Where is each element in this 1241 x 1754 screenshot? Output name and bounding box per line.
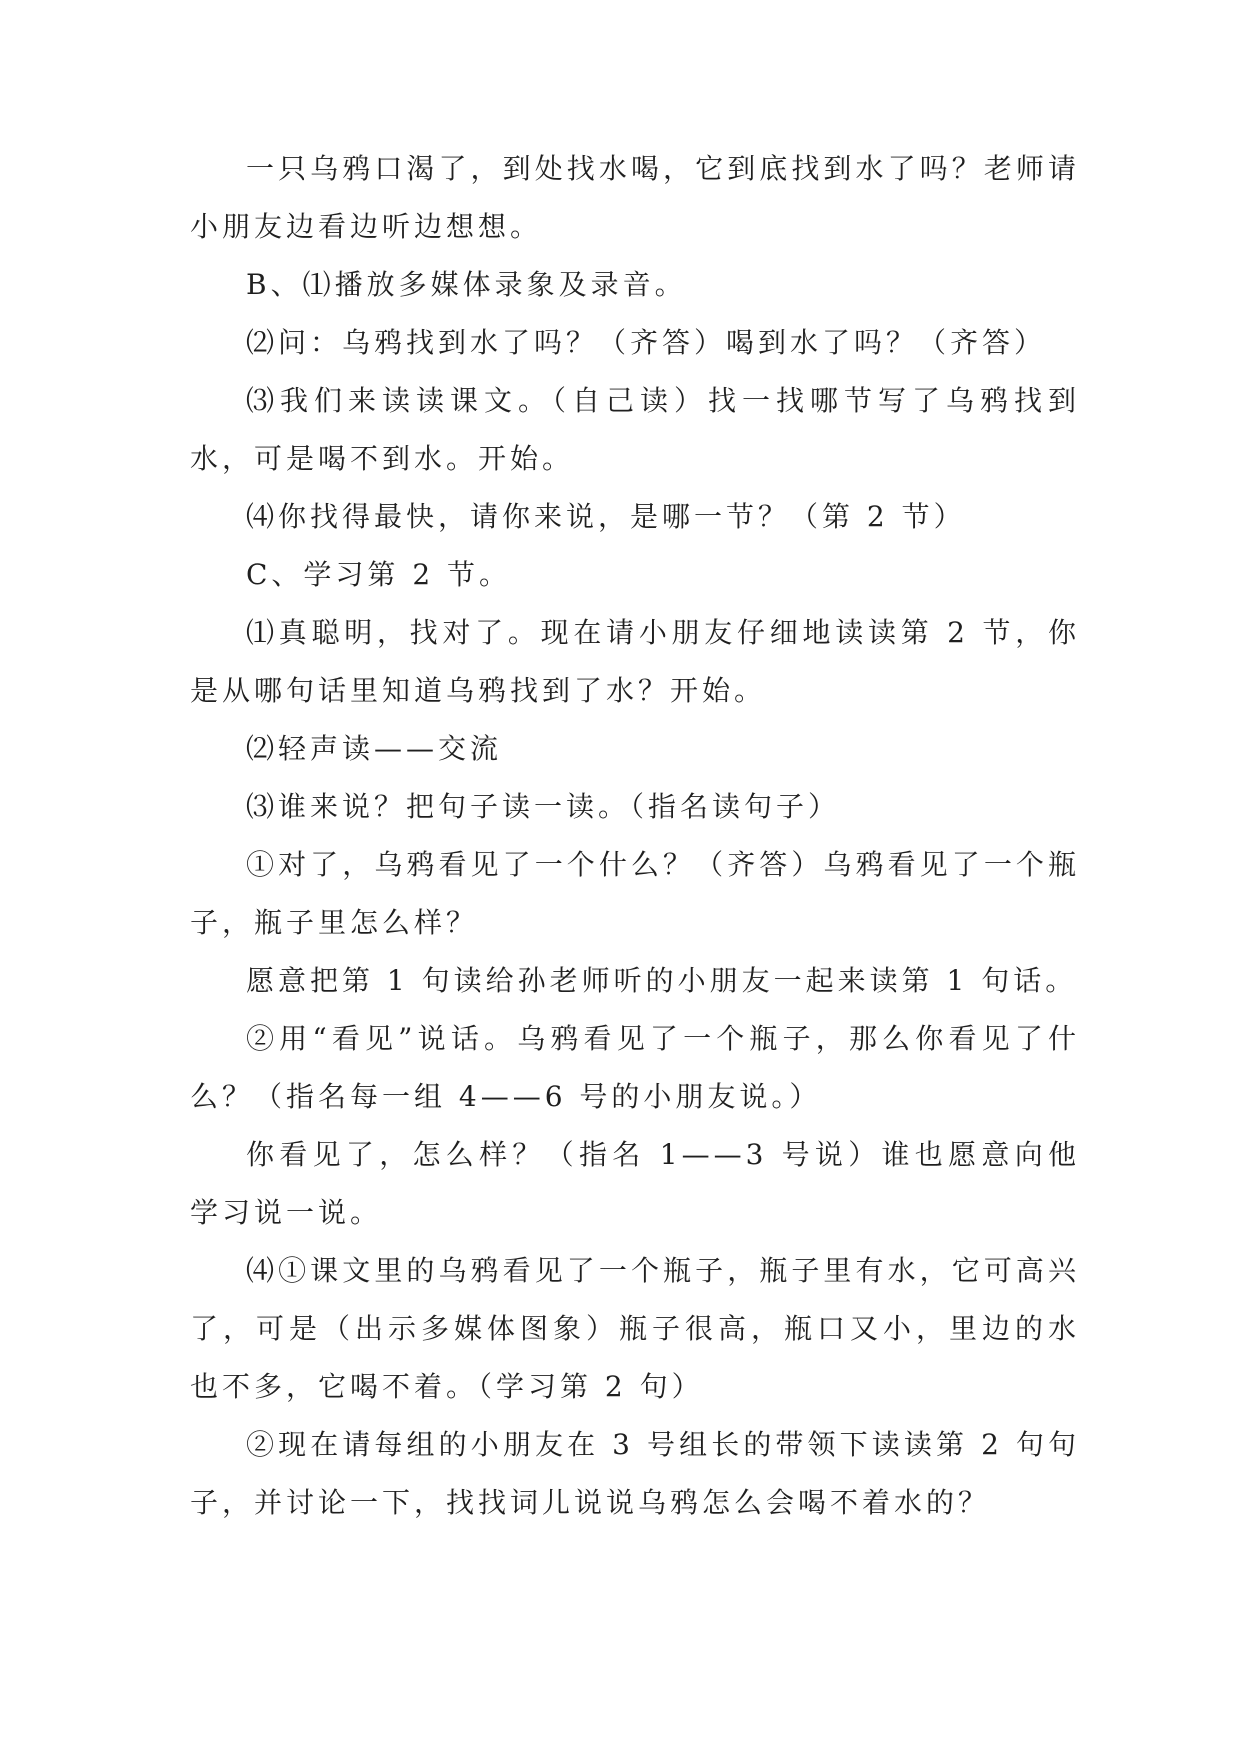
paragraph-intro: 一只乌鸦口渴了，到处找水喝，它到底找到水了吗？老师请小朋友边看边听边想想。 (190, 152, 1080, 243)
paragraph-c3-1: ①对了，乌鸦看见了一个什么？（齐答）乌鸦看见了一个瓶子，瓶子里怎么样？ (190, 848, 1080, 939)
paragraph-c3: ⑶谁来说？把句子读一读。（指名读句子） (246, 790, 841, 823)
paragraph-c2: ⑵轻声读——交流 (246, 732, 503, 765)
paragraph-b2: ⑵问：乌鸦找到水了吗？（齐答）喝到水了吗？（齐答） (246, 326, 1047, 359)
paragraph-b3: ⑶我们来读读课文。（自己读）找一找哪节写了乌鸦找到水，可是喝不到水。开始。 (190, 384, 1080, 475)
document-page (190, 140, 1080, 1532)
paragraph-c-heading: C、学习第 2 节。 (246, 558, 512, 591)
paragraph-c3-read: 愿意把第 1 句读给孙老师听的小朋友一起来读第 1 句话。 (246, 964, 1078, 997)
paragraph-c4-2: ②现在请每组的小朋友在 3 号组长的带领下读读第 2 句句子，并讨论一下，找找词儿说说乌鸦怎么会喝不着水的？ (190, 1428, 1080, 1519)
paragraph-c3-follow: 你看见了，怎么样？（指名 1——3 号说）谁也愿意向他学习说一说。 (190, 1138, 1080, 1229)
paragraph-c3-2: ②用“看见”说话。乌鸦看见了一个瓶子，那么你看见了什么？（指名每一组 4——6 号的小朋友说。） (190, 1022, 1080, 1113)
paragraph-c1: ⑴真聪明，找对了。现在请小朋友仔细地读读第 2 节，你是从哪句话里知道乌鸦找到了水？开始。 (190, 616, 1080, 707)
paragraph-b4: ⑷你找得最快，请你来说，是哪一节？（第 2 节） (246, 500, 966, 533)
paragraph-c4-1: ⑷①课文里的乌鸦看见了一个瓶子，瓶子里有水，它可高兴了，可是（出示多媒体图象）瓶子很高，瓶口又小，里边的水也不多，它喝不着。（学习第 2 句） (190, 1254, 1080, 1403)
paragraph-b1: B、⑴播放多媒体录象及录音。 (246, 268, 687, 301)
